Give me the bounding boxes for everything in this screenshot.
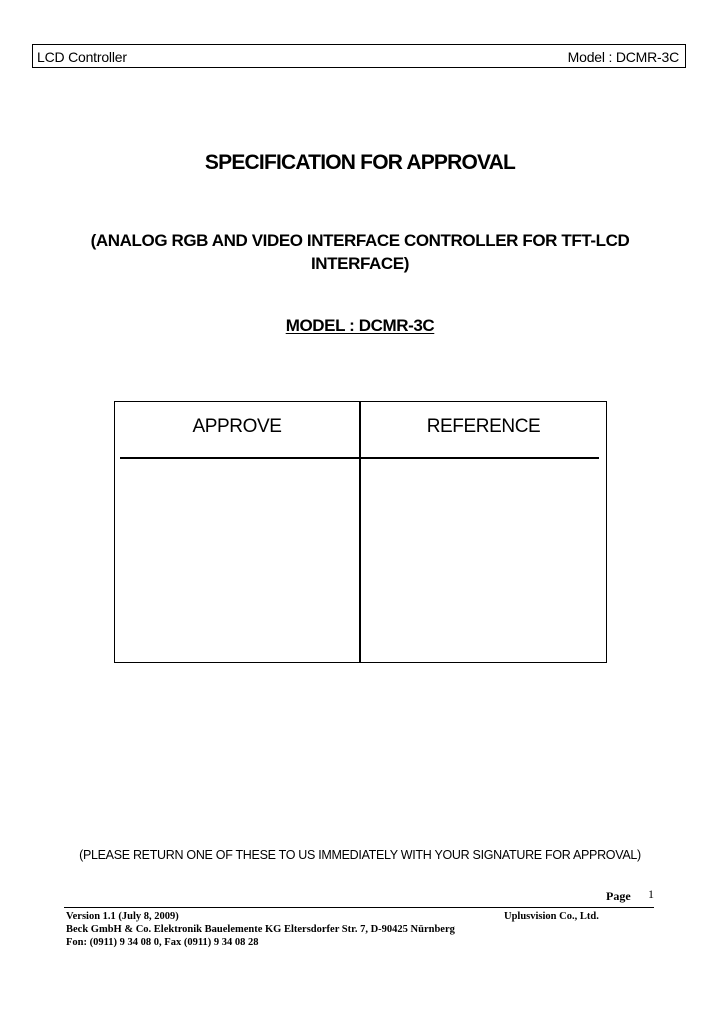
approve-signature-area	[115, 460, 359, 660]
header-model: Model : DCMR-3C	[567, 49, 679, 65]
table-header-divider-right	[361, 457, 599, 459]
page-header	[32, 44, 686, 68]
document-model	[0, 316, 720, 336]
footer-divider	[64, 907, 654, 908]
page-number: 1	[648, 887, 654, 901]
reference-signature-area	[361, 460, 605, 660]
header-product: LCD Controller	[37, 49, 127, 65]
footer-company: Uplusvision Co., Ltd.	[504, 911, 599, 922]
page-label: Page	[606, 889, 631, 903]
document-model-text: MODEL : DCMR-3C	[285, 316, 435, 335]
footer-version: Version 1.1 (July 8, 2009)	[66, 911, 179, 922]
return-notice: (PLEASE RETURN ONE OF THESE TO US IMMEDIATELY WITH YOUR SIGNATURE FOR APPROVAL)	[79, 848, 641, 862]
table-header-divider-left	[120, 457, 359, 459]
document-title: SPECIFICATION FOR APPROVAL	[204, 151, 516, 174]
approval-table	[114, 401, 607, 663]
footer-address: Beck GmbH & Co. Elektronik Bauelemente KG Eltersdorfer Str. 7, D-90425 Nürnberg	[66, 924, 455, 935]
footer-contact: Fon: (0911) 9 34 08 0, Fax (0911) 9 34 08 28	[66, 937, 259, 948]
approve-column-header: APPROVE	[192, 416, 282, 437]
page-footer	[66, 910, 656, 949]
document-subtitle: (ANALOG RGB AND VIDEO INTERFACE CONTROLLER FOR TFT-LCD INTERFACE)	[90, 231, 630, 273]
reference-column-header: REFERENCE	[426, 416, 541, 437]
